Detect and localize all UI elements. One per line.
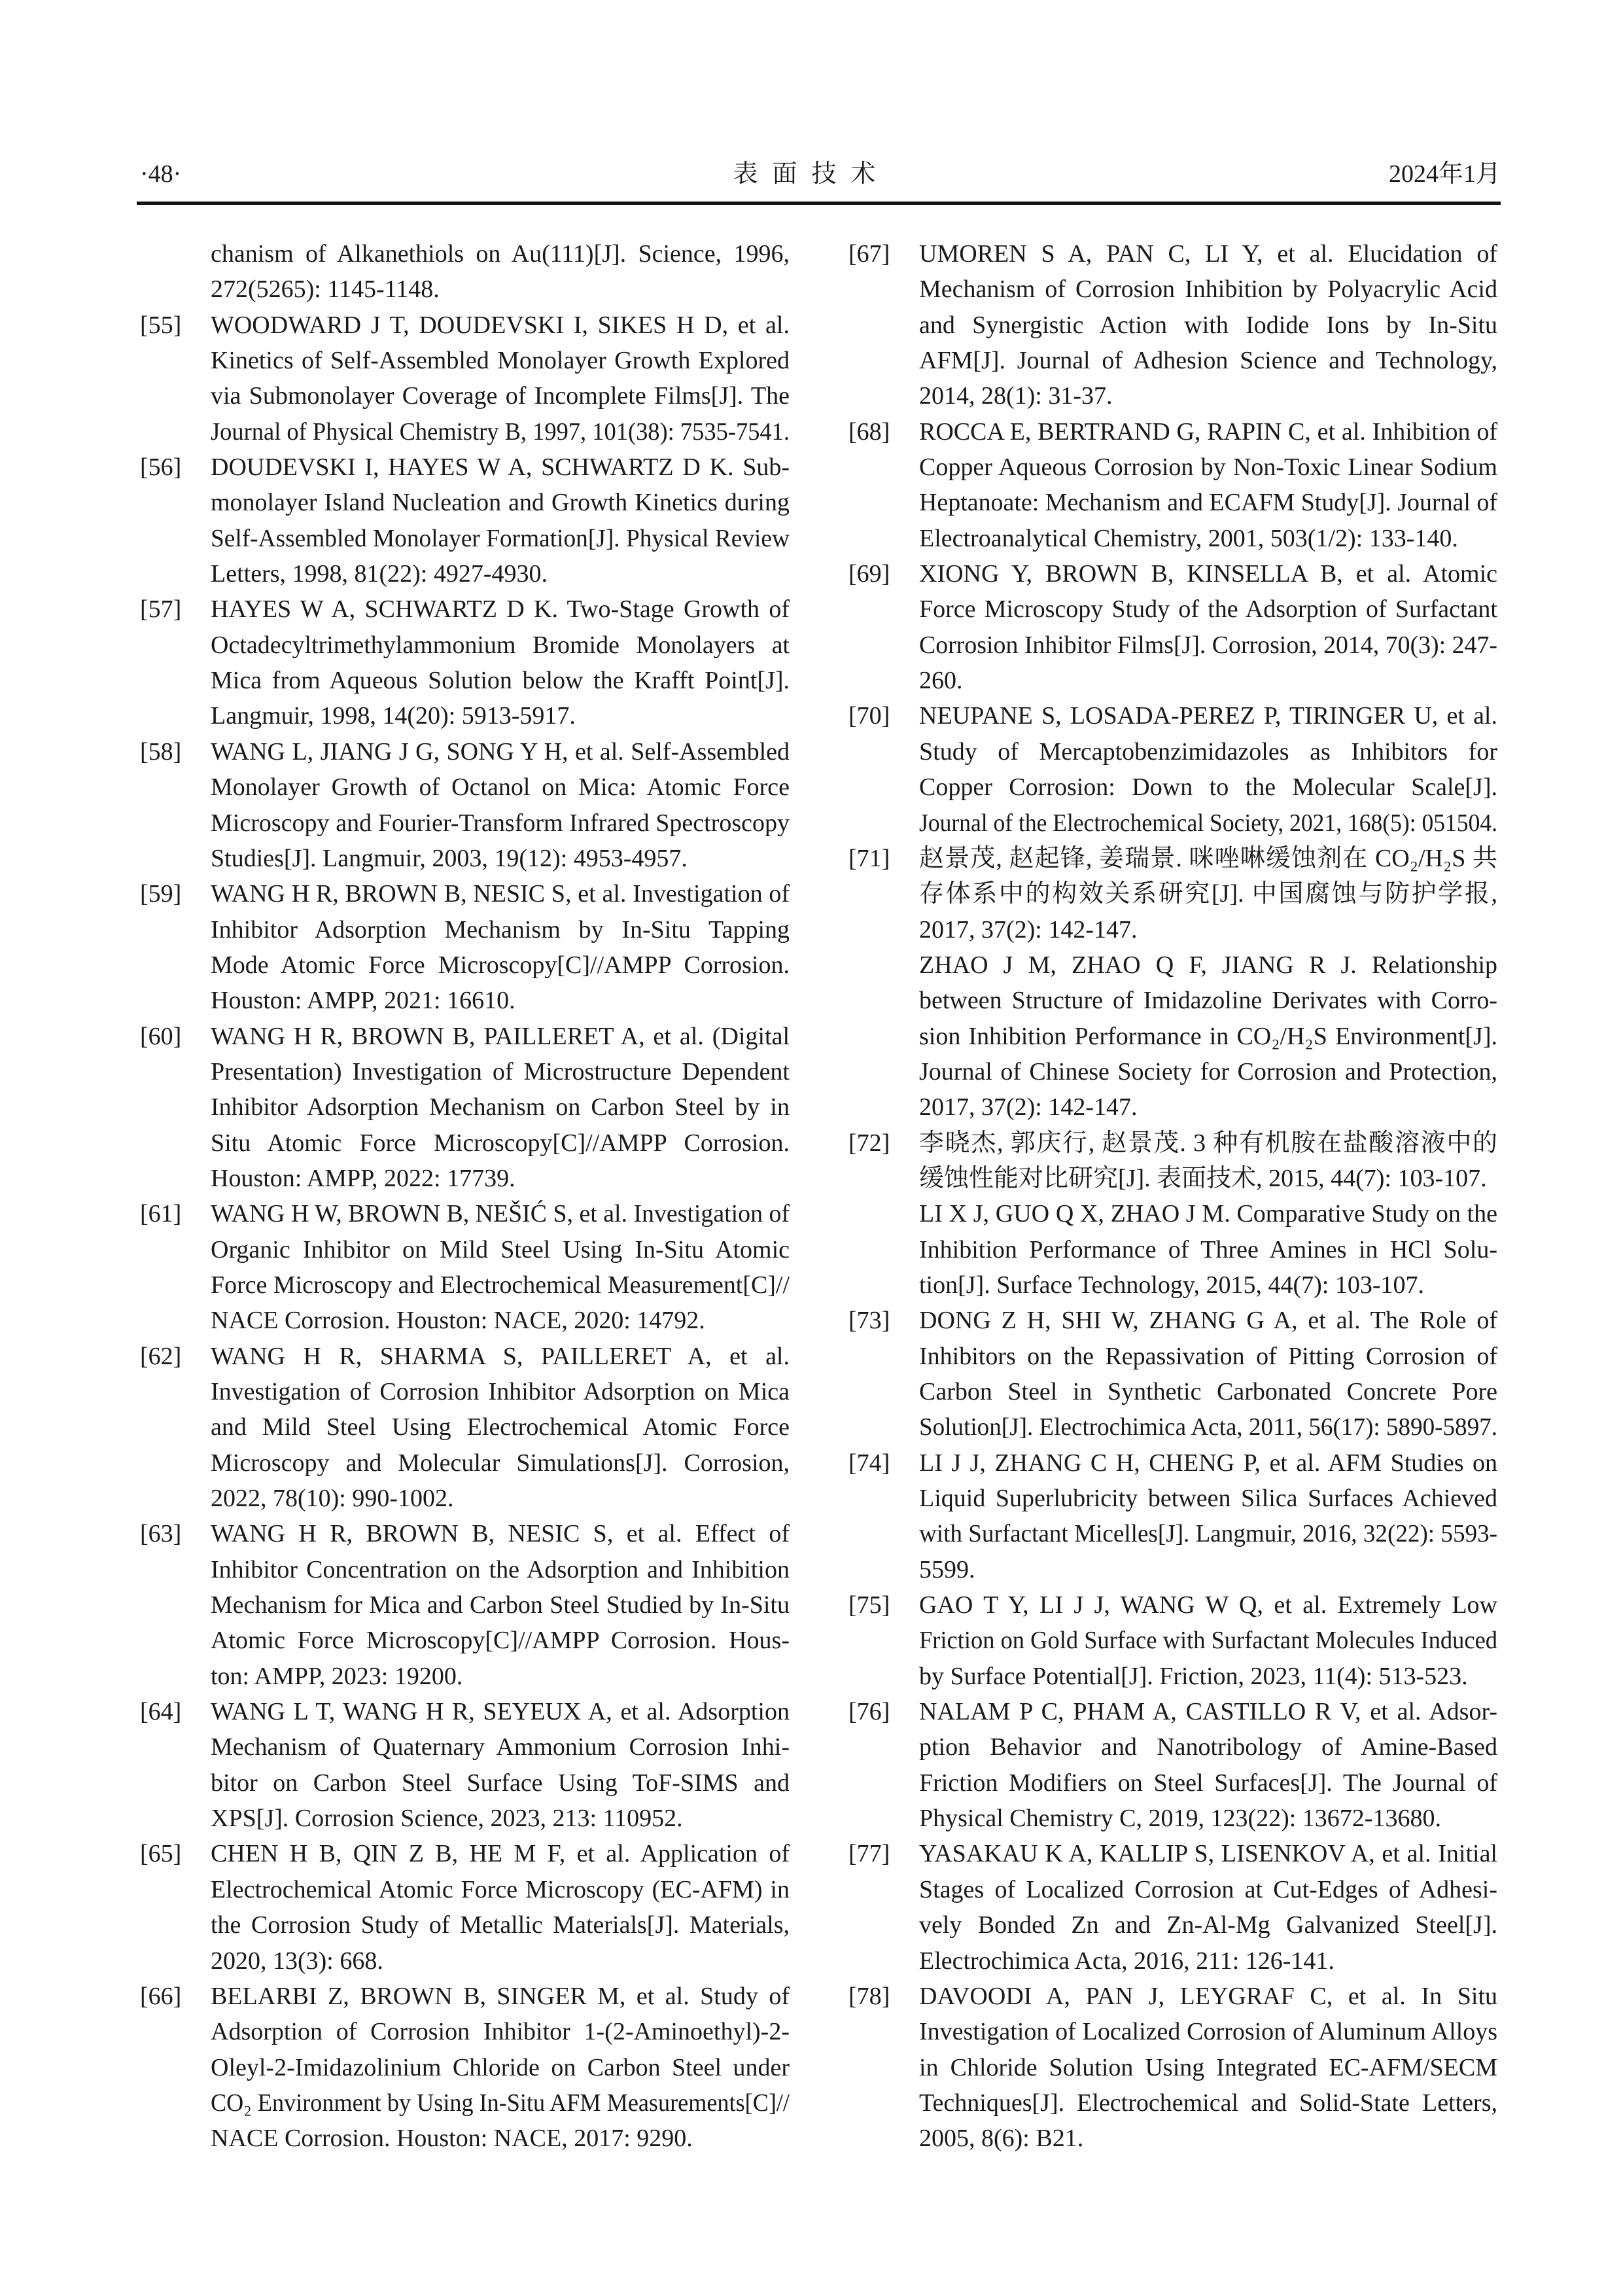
reference-entry [140, 1516, 790, 1694]
reference-line: Techniques[J]. Electrochemical and Solid-State Letters, [919, 2089, 1497, 2117]
reference-text [211, 1019, 790, 1197]
reference-line: 2017, 37(2): 142-147. [919, 915, 1138, 944]
reference-text [919, 236, 1497, 414]
reference-line: CHEN H B, QIN Z B, HE M F, et al. Application of [211, 1840, 790, 1868]
reference-number: [57] [140, 595, 182, 624]
issue-date: 2024年1月 [1388, 160, 1501, 188]
reference-entry [848, 1587, 1497, 1694]
reference-entry [140, 1196, 790, 1338]
reference-line: WANG H W, BROWN B, NEŠIĆ S, et al. Investigation of [211, 1200, 790, 1228]
reference-entry [848, 1445, 1497, 1587]
reference-number: [69] [848, 560, 890, 588]
reference-line: Self-Assembled Monolayer Formation[J]. Physical Review [211, 524, 790, 552]
reference-text [211, 1516, 790, 1694]
reference-entry [848, 556, 1497, 698]
reference-number: [76] [848, 1698, 890, 1726]
reference-line: Study of Mercaptobenzimidazoles as Inhibitors for [919, 737, 1497, 766]
reference-number: [72] [848, 1129, 890, 1157]
reference-line: Friction on Gold Surface with Surfactant Molecules Induced [919, 1627, 1497, 1655]
reference-line: tion[J]. Surface Technology, 2015, 44(7): 103-107. [919, 1271, 1424, 1299]
reference-line: Journal of Physical Chemistry B, 1997, 101(38): 7535-7541. [211, 417, 790, 446]
reference-line: Copper Corrosion: Down to the Molecular Scale[J]. [919, 773, 1497, 802]
reference-line: Inhibitor Adsorption Mechanism by In-Situ Tapping [211, 915, 790, 944]
reference-line: monolayer Island Nucleation and Growth Kinetics during [211, 489, 790, 517]
reference-line: Journal of Chinese Society for Corrosion and Protection, [919, 1057, 1497, 1086]
reference-line: Houston: AMPP, 2021: 16610. [211, 987, 515, 1015]
reference-line: Studies[J]. Langmuir, 2003, 19(12): 4953-4957. [211, 844, 688, 872]
reference-line: DONG Z H, SHI W, ZHANG G A, et al. The Role of [919, 1307, 1497, 1335]
reference-number: [70] [848, 702, 890, 730]
reference-line: Houston: AMPP, 2022: 17739. [211, 1164, 515, 1192]
reference-line: XIONG Y, BROWN B, KINSELLA B, et al. Atomic [919, 560, 1497, 588]
reference-line: CO₂ Environment by Using In-Situ AFM Measurements[C]// [211, 2089, 790, 2117]
reference-line: GAO T Y, LI J J, WANG W Q, et al. Extremely Low [919, 1591, 1497, 1619]
reference-line: Mechanism of Quaternary Ammonium Corrosion Inhi- [211, 1733, 790, 1761]
reference-line: WANG L, JIANG J G, SONG Y H, et al. Self-Assembled [211, 737, 790, 766]
reference-line: Atomic Force Microscopy[C]//AMPP Corrosion. Hous- [211, 1627, 790, 1655]
reference-line: Corrosion Inhibitor Films[J]. Corrosion, 2014, 70(3): 247- [919, 631, 1497, 659]
reference-line: 2020, 13(3): 668. [211, 1947, 383, 1975]
reference-entry [848, 1836, 1497, 1978]
reference-line: Inhibitor Adsorption Mechanism on Carbon Steel by in [211, 1093, 790, 1122]
reference-line: Heptanoate: Mechanism and ECAFM Study[J]. Journal of [919, 489, 1497, 517]
reference-column-right [848, 236, 1497, 2157]
reference-text [211, 450, 790, 592]
reference-text [211, 592, 790, 733]
reference-entry [140, 1694, 790, 1836]
reference-number: [77] [848, 1840, 890, 1868]
reference-text [211, 1196, 790, 1338]
reference-text [919, 1694, 1497, 1836]
reference-line: Inhibition Performance of Three Amines in HCl Solu- [919, 1235, 1497, 1263]
reference-line: vely Bonded Zn and Zn-Al-Mg Galvanized Steel[J]. [919, 1911, 1497, 1939]
reference-number: [63] [140, 1520, 182, 1548]
reference-text [211, 1339, 790, 1517]
reference-text [919, 841, 1497, 1125]
reference-text [919, 1303, 1497, 1445]
reference-line: sion Inhibition Performance in CO₂/H₂S Environment[J]. [919, 1022, 1497, 1050]
reference-text [211, 1979, 790, 2157]
reference-line: Investigation of Localized Corrosion of Aluminum Alloys [919, 2018, 1497, 2046]
reference-number: [67] [848, 240, 890, 268]
reference-column-left [140, 236, 790, 2157]
reference-line: WANG L T, WANG H R, SEYEUX A, et al. Adsorption [211, 1698, 790, 1726]
reference-line: via Submonolayer Coverage of Incomplete Films[J]. The [211, 382, 790, 410]
reference-entry [140, 734, 790, 876]
reference-line: in Chloride Solution Using Integrated EC-AFM/SECM [919, 2053, 1497, 2081]
reference-line: Carbon Steel in Synthetic Carbonated Concrete Pore [919, 1378, 1497, 1405]
reference-text [211, 236, 790, 308]
reference-line: HAYES W A, SCHWARTZ D K. Two-Stage Growth of [211, 595, 790, 624]
reference-line: ROCCA E, BERTRAND G, RAPIN C, et al. Inhibition of [919, 417, 1497, 446]
reference-entry [140, 308, 790, 450]
reference-line: AFM[J]. Journal of Adhesion Science and Technology, [919, 347, 1497, 375]
reference-line: Oleyl-2-Imidazolinium Chloride on Carbon Steel under [211, 2053, 790, 2081]
reference-line: NEUPANE S, LOSADA-PEREZ P, TIRINGER U, et al. [919, 702, 1497, 730]
reference-number: [62] [140, 1342, 182, 1370]
reference-entry [848, 1694, 1497, 1836]
reference-number: [55] [140, 311, 182, 339]
reference-line: Langmuir, 1998, 14(20): 5913-5917. [211, 702, 576, 730]
reference-line: NALAM P C, PHAM A, CASTILLO R V, et al. Adsor- [919, 1698, 1497, 1726]
reference-entry [848, 414, 1497, 556]
reference-line: Friction Modifiers on Steel Surfaces[J]. The Journal of [919, 1769, 1497, 1797]
reference-text [211, 1836, 790, 1978]
reference-text [919, 556, 1497, 698]
reference-line: WOODWARD J T, DOUDEVSKI I, SIKES H D, et al. [211, 311, 790, 339]
reference-text [919, 1445, 1497, 1587]
reference-line: Organic Inhibitor on Mild Steel Using In-Situ Atomic [211, 1235, 790, 1263]
reference-line: Inhibitor Concentration on the Adsorption and Inhibition [211, 1555, 790, 1583]
reference-line: 260. [919, 667, 963, 695]
reference-line: Mica from Aqueous Solution below the Krafft Point[J]. [211, 667, 790, 695]
reference-line: 5599. [919, 1555, 975, 1583]
header-rule [137, 202, 1501, 205]
reference-line: Electrochemical Atomic Force Microscopy (EC-AFM) in [211, 1875, 790, 1903]
reference-number: [61] [140, 1200, 182, 1228]
reference-entry [140, 1836, 790, 1978]
reference-number: [78] [848, 1982, 890, 2010]
reference-line: Presentation) Investigation of Microstructure Dependent [211, 1057, 790, 1086]
reference-line: chanism of Alkanethiols on Au(111)[J]. Science, 1996, [211, 240, 790, 268]
reference-line: and Synergistic Action with Iodide Ions by In-Situ [919, 311, 1497, 339]
reference-entry [848, 841, 1497, 1125]
reference-number: [59] [140, 880, 182, 908]
reference-text [211, 734, 790, 876]
reference-text [919, 1587, 1497, 1694]
reference-line: Solution[J]. Electrochimica Acta, 2011, 56(17): 5890-5897. [919, 1413, 1497, 1441]
reference-line: with Surfactant Micelles[J]. Langmuir, 2016, 32(22): 5593- [919, 1520, 1497, 1548]
reference-entry [140, 1019, 790, 1197]
reference-line: 李晓杰, 郭庆行, 赵景茂. 3 种有机胺在盐酸溶液中的 [919, 1129, 1497, 1157]
reference-line: WANG H R, SHARMA S, PAILLERET A, et al. [211, 1342, 790, 1370]
reference-line: Situ Atomic Force Microscopy[C]//AMPP Corrosion. [211, 1129, 790, 1157]
reference-line: NACE Corrosion. Houston: NACE, 2020: 14792. [211, 1307, 705, 1335]
journal-title: 表面技术 [733, 160, 890, 188]
reference-number: [65] [140, 1840, 182, 1868]
reference-number: [71] [848, 844, 890, 872]
reference-line: Letters, 1998, 81(22): 4927-4930. [211, 560, 548, 588]
reference-line: WANG H R, BROWN B, NESIC S, et al. Effect of [211, 1520, 790, 1548]
reference-line: Mechanism for Mica and Carbon Steel Studied by In-Situ [211, 1591, 790, 1619]
reference-entry [140, 1339, 790, 1517]
reference-line: Force Microscopy and Electrochemical Measurement[C]// [211, 1271, 790, 1299]
reference-line: YASAKAU K A, KALLIP S, LISENKOV A, et al. Initial [919, 1840, 1497, 1868]
reference-number: [58] [140, 737, 182, 766]
reference-line: 存体系中的构效关系研究[J]. 中国腐蚀与防护学报, [919, 880, 1497, 908]
reference-number: [74] [848, 1449, 890, 1477]
reference-line: 272(5265): 1145-1148. [211, 275, 440, 304]
reference-line: UMOREN S A, PAN C, LI Y, et al. Elucidation of [919, 240, 1497, 268]
reference-line: ption Behavior and Nanotribology of Amine-Based [919, 1733, 1497, 1761]
reference-line: 2022, 78(10): 990-1002. [211, 1485, 454, 1513]
reference-text [919, 1979, 1497, 2157]
reference-text [211, 1694, 790, 1836]
reference-entry [140, 450, 790, 592]
reference-line: DAVOODI A, PAN J, LEYGRAF C, et al. In Situ [919, 1982, 1497, 2010]
reference-number: [60] [140, 1022, 182, 1050]
reference-entry [848, 698, 1497, 840]
reference-number: [75] [848, 1591, 890, 1619]
reference-number: [64] [140, 1698, 182, 1726]
reference-line: DOUDEVSKI I, HAYES W A, SCHWARTZ D K. Sub- [211, 453, 790, 482]
reference-line: by Surface Potential[J]. Friction, 2023, 11(4): 513-523. [919, 1662, 1468, 1690]
reference-line: 赵景茂, 赵起锋, 姜瑞景. 咪唑啉缓蚀剂在 CO₂/H₂S 共 [919, 844, 1497, 872]
reference-entry [848, 236, 1497, 414]
reference-line: Inhibitors on the Repassivation of Pitting Corrosion of [919, 1342, 1497, 1370]
reference-text [919, 698, 1497, 840]
reference-line: Journal of the Electrochemical Society, 2021, 168(5): 051504. [919, 809, 1497, 837]
reference-line: Monolayer Growth of Octanol on Mica: Atomic Force [211, 773, 790, 802]
reference-line: bitor on Carbon Steel Surface Using ToF-SIMS and [211, 1769, 790, 1797]
reference-number: [68] [848, 417, 890, 446]
reference-line: Investigation of Corrosion Inhibitor Adsorption on Mica [211, 1378, 790, 1405]
reference-line: XPS[J]. Corrosion Science, 2023, 213: 110952. [211, 1805, 683, 1833]
reference-entry [848, 1303, 1497, 1445]
reference-number: [73] [848, 1307, 890, 1335]
reference-line: NACE Corrosion. Houston: NACE, 2017: 9290. [211, 2125, 693, 2153]
reference-line: 2017, 37(2): 142-147. [919, 1093, 1138, 1122]
reference-text [919, 414, 1497, 556]
reference-entry [140, 236, 790, 308]
reference-line: LI J J, ZHANG C H, CHENG P, et al. AFM Studies on [919, 1449, 1497, 1477]
reference-text [211, 308, 790, 450]
reference-line: Mechanism of Corrosion Inhibition by Polyacrylic Acid [919, 275, 1497, 304]
reference-line: 2014, 28(1): 31-37. [919, 382, 1113, 410]
reference-line: the Corrosion Study of Metallic Materials[J]. Materials, [211, 1911, 790, 1939]
reference-line: Physical Chemistry C, 2019, 123(22): 13672-13680. [919, 1805, 1441, 1833]
reference-line: ZHAO J M, ZHAO Q F, JIANG R J. Relationship [919, 951, 1497, 979]
reference-line: Copper Aqueous Corrosion by Non-Toxic Linear Sodium [919, 453, 1497, 482]
reference-line: Electroanalytical Chemistry, 2001, 503(1/2): 133-140. [919, 524, 1458, 552]
reference-entry [140, 1979, 790, 2157]
reference-line: Kinetics of Self-Assembled Monolayer Growth Explored [211, 347, 790, 375]
reference-line: Force Microscopy Study of the Adsorption of Surfactant [919, 595, 1497, 624]
reference-line: WANG H R, BROWN B, NESIC S, et al. Investigation of [211, 880, 790, 908]
reference-line: Electrochimica Acta, 2016, 211: 126-141. [919, 1947, 1335, 1975]
reference-line: WANG H R, BROWN B, PAILLERET A, et al. (Digital [211, 1022, 790, 1050]
reference-line: LI X J, GUO Q X, ZHAO J M. Comparative Study on the [919, 1200, 1497, 1228]
reference-line: BELARBI Z, BROWN B, SINGER M, et al. Study of [211, 1982, 790, 2010]
reference-entry [140, 592, 790, 733]
reference-line: Microscopy and Fourier-Transform Infrared Spectroscopy [211, 809, 790, 837]
reference-line: Octadecyltrimethylammonium Bromide Monolayers at [211, 631, 790, 659]
reference-line: Microscopy and Molecular Simulations[J]. Corrosion, [211, 1449, 790, 1477]
reference-number: [66] [140, 1982, 182, 2010]
reference-line: Mode Atomic Force Microscopy[C]//AMPP Corrosion. [211, 951, 790, 979]
reference-line: between Structure of Imidazoline Derivates with Corro- [919, 987, 1497, 1015]
reference-text [919, 1125, 1497, 1303]
reference-entry [140, 876, 790, 1018]
reference-line: Liquid Superlubricity between Silica Surfaces Achieved [919, 1485, 1497, 1513]
reference-line: Stages of Localized Corrosion at Cut-Edges of Adhesi- [919, 1875, 1497, 1903]
reference-text [919, 1836, 1497, 1978]
reference-text [211, 876, 790, 1018]
reference-number: [56] [140, 453, 182, 482]
reference-entry [848, 1979, 1497, 2157]
reference-line: ton: AMPP, 2023: 19200. [211, 1662, 463, 1690]
reference-line: 缓蚀性能对比研究[J]. 表面技术, 2015, 44(7): 103-107. [919, 1164, 1487, 1192]
reference-line: Adsorption of Corrosion Inhibitor 1-(2-Aminoethyl)-2- [211, 2018, 790, 2046]
reference-entry [848, 1125, 1497, 1303]
reference-line: 2005, 8(6): B21. [919, 2125, 1084, 2153]
page-number: ·48· [140, 160, 182, 188]
reference-line: and Mild Steel Using Electrochemical Atomic Force [211, 1413, 790, 1441]
